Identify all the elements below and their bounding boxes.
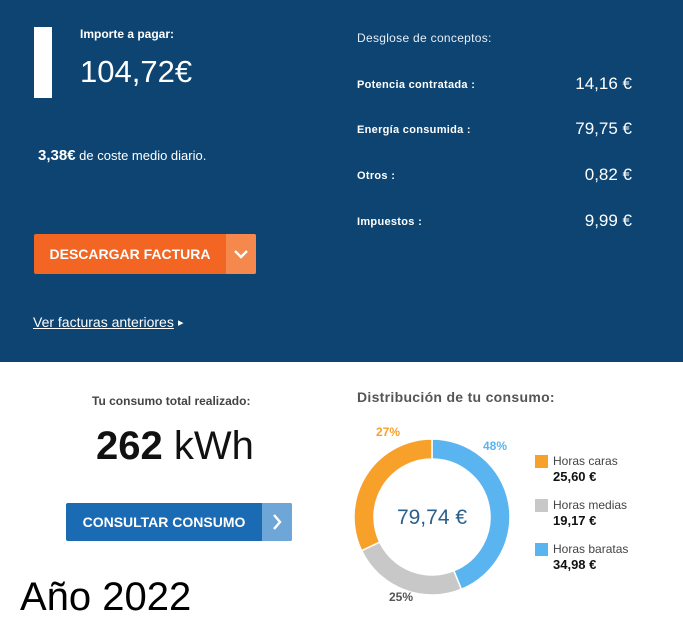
breakdown-label: Impuestos : <box>357 216 423 228</box>
donut-center-total: 79,74 € <box>396 506 468 529</box>
breakdown-row <box>357 74 632 94</box>
slice-percent-label: 25% <box>389 590 414 604</box>
chevron-right-icon: ▸ <box>178 317 184 329</box>
amount-value: 104,72€ <box>80 54 193 89</box>
accent-bar <box>34 27 52 98</box>
daily-cost <box>38 147 206 164</box>
breakdown-value: 14,16 € <box>575 74 632 93</box>
chevron-right-icon <box>272 514 282 530</box>
download-options-dropdown[interactable] <box>226 234 256 274</box>
breakdown-row <box>357 211 632 231</box>
download-invoice-label: DESCARGAR FACTURA <box>49 246 211 262</box>
donut-slice <box>362 542 462 595</box>
donut-slice <box>354 439 432 551</box>
consumption-donut-chart <box>352 437 512 597</box>
legend-swatch <box>535 543 548 556</box>
legend-value: 19,17 € <box>553 513 597 528</box>
year-label: Año 2022 <box>20 575 192 619</box>
slice-percent-label: 27% <box>376 425 401 439</box>
legend-name: Horas medias <box>553 498 628 512</box>
legend-value: 25,60 € <box>553 469 597 484</box>
consumption-number: 262 <box>96 424 163 468</box>
legend-name: Horas baratas <box>553 542 629 556</box>
breakdown-row <box>357 165 632 185</box>
consumption-unit: kWh <box>162 424 254 468</box>
legend-value: 34,98 € <box>553 557 597 572</box>
legend-swatch <box>535 455 548 468</box>
breakdown-value: 79,75 € <box>575 119 632 138</box>
breakdown-value: 0,82 € <box>584 165 632 184</box>
breakdown-label: Potencia contratada : <box>357 79 476 91</box>
breakdown-label: Energía consumida : <box>357 124 471 136</box>
daily-cost-value: 3,38€ <box>38 147 76 164</box>
daily-cost-text: de coste medio diario. <box>75 148 207 163</box>
legend-swatch <box>535 499 548 512</box>
consult-arrow <box>262 503 292 541</box>
amount-label: Importe a pagar: <box>80 27 175 41</box>
breakdown-label: Otros : <box>357 170 396 182</box>
consumption-label: Tu consumo total realizado: <box>92 394 251 408</box>
consult-consumption-label: CONSULTAR CONSUMO <box>82 514 246 530</box>
breakdown-row <box>357 119 632 139</box>
distribution-title: Distribución de tu consumo: <box>357 389 555 405</box>
slice-percent-label: 48% <box>483 439 508 453</box>
breakdown-value: 9,99 € <box>584 211 632 230</box>
chevron-down-icon <box>234 250 248 259</box>
previous-invoices-link[interactable]: Ver facturas anteriores <box>33 314 174 330</box>
consumption-value <box>96 424 254 469</box>
consult-consumption-button[interactable] <box>66 503 292 541</box>
legend-name: Horas caras <box>553 454 618 468</box>
download-invoice-button[interactable] <box>34 234 256 274</box>
breakdown-title: Desglose de conceptos: <box>357 31 492 45</box>
